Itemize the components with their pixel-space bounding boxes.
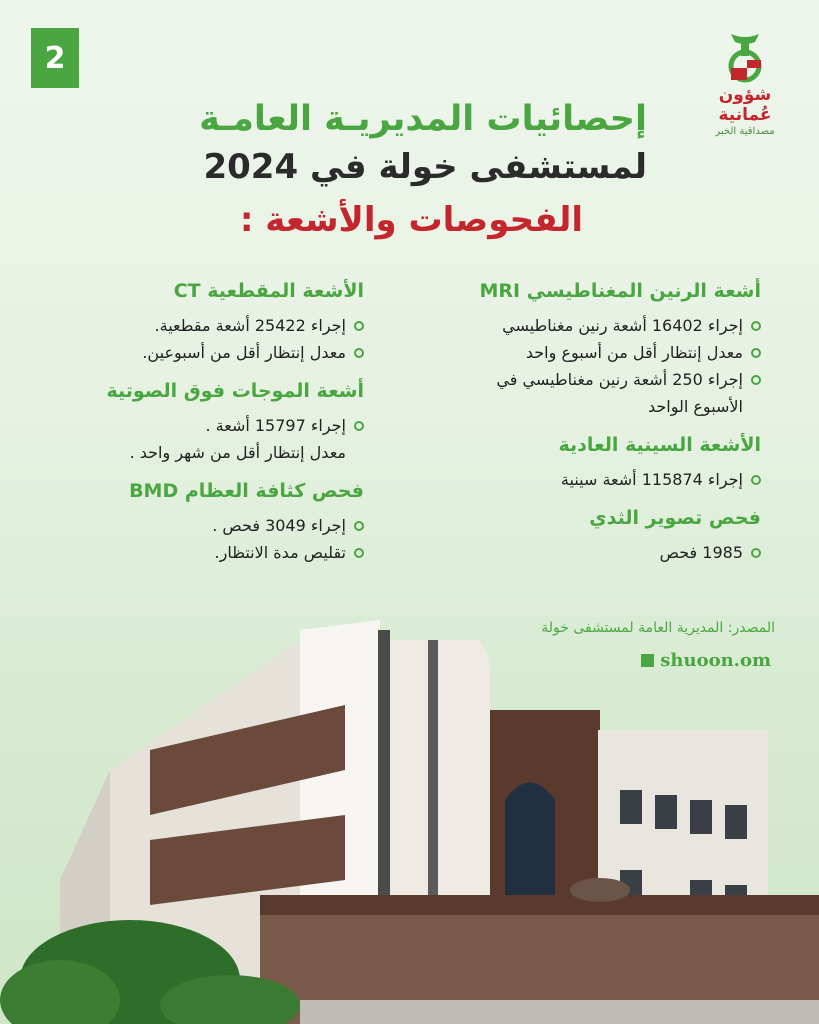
hospital-building-image	[0, 600, 819, 1024]
item-text: الأسبوع الواحد	[647, 397, 743, 416]
bullet-icon	[751, 348, 761, 358]
item-text: معدل إنتظار أقل من شهر واحد .	[129, 443, 346, 462]
list-item	[24, 312, 364, 339]
bmd-title: فحص كثافة العظام BMD	[129, 480, 364, 502]
brand-logo	[690, 28, 800, 137]
mammo-title: فحص تصوير الثدي	[589, 507, 761, 529]
source-note: المصدر: المديرية العامة لمستشفى خولة	[541, 620, 775, 636]
list-item	[24, 512, 364, 539]
item-text: تقليص مدة الانتظار.	[214, 543, 346, 562]
website-text: shuoon.om	[660, 650, 771, 671]
ultrasound-title: أشعة الموجات فوق الصوتية	[106, 380, 364, 402]
list-item	[416, 539, 761, 566]
item-text: إجراء 25422 أشعة مقطعية.	[154, 316, 346, 335]
bullet-icon	[354, 348, 364, 358]
bullet-icon	[354, 521, 364, 531]
bullet-icon	[751, 375, 761, 385]
logo-tagline: مصداقية الخبر	[715, 126, 775, 137]
list-item	[416, 366, 761, 393]
item-text: إجراء 115874 أشعة سينية	[560, 470, 743, 489]
logo-name: شؤون عُمانية	[718, 85, 772, 125]
list-item	[24, 439, 364, 466]
item-text: إجراء 250 أشعة رنين مغناطيسي في	[496, 370, 743, 389]
bullet-icon	[354, 421, 364, 431]
title-line-1: إحصائيات المديريـة العامـة	[199, 99, 647, 139]
bullet-icon	[751, 475, 761, 485]
mri-title: أشعة الرنين المغناطيسي MRI	[479, 280, 761, 302]
page-number: 2	[44, 40, 66, 76]
ct-title: الأشعة المقطعية CT	[173, 280, 364, 302]
item-text: إجراء 3049 فحص .	[212, 516, 346, 535]
list-item	[24, 339, 364, 366]
bullet-spacer	[751, 402, 761, 412]
bullet-icon	[751, 548, 761, 558]
list-item	[416, 312, 761, 339]
list-item	[416, 339, 761, 366]
bullet-icon	[354, 548, 364, 558]
bullet-spacer	[354, 448, 364, 458]
list-item	[24, 539, 364, 566]
item-text: معدل إنتظار أقل من أسبوع واحد	[525, 343, 743, 362]
title-line-3: الفحوصات والأشعة :	[239, 200, 583, 240]
item-text: 1985 فحص	[659, 543, 743, 562]
item-text: معدل إنتظار أقل من أسبوعين.	[142, 343, 346, 362]
bullet-icon	[354, 321, 364, 331]
bullet-icon	[751, 321, 761, 331]
logo-emblem-icon	[717, 28, 773, 84]
right-column	[416, 276, 761, 566]
item-text: إجراء 15797 أشعة .	[205, 416, 346, 435]
title-line-2: لمستشفى خولة في 2024	[203, 147, 647, 187]
xray-title: الأشعة السينية العادية	[558, 434, 761, 456]
left-column	[24, 276, 364, 566]
page-number-badge	[31, 28, 79, 88]
list-item	[24, 412, 364, 439]
list-item	[416, 466, 761, 493]
list-item	[416, 393, 761, 420]
item-text: إجراء 16402 أشعة رنين مغناطيسي	[502, 316, 743, 335]
